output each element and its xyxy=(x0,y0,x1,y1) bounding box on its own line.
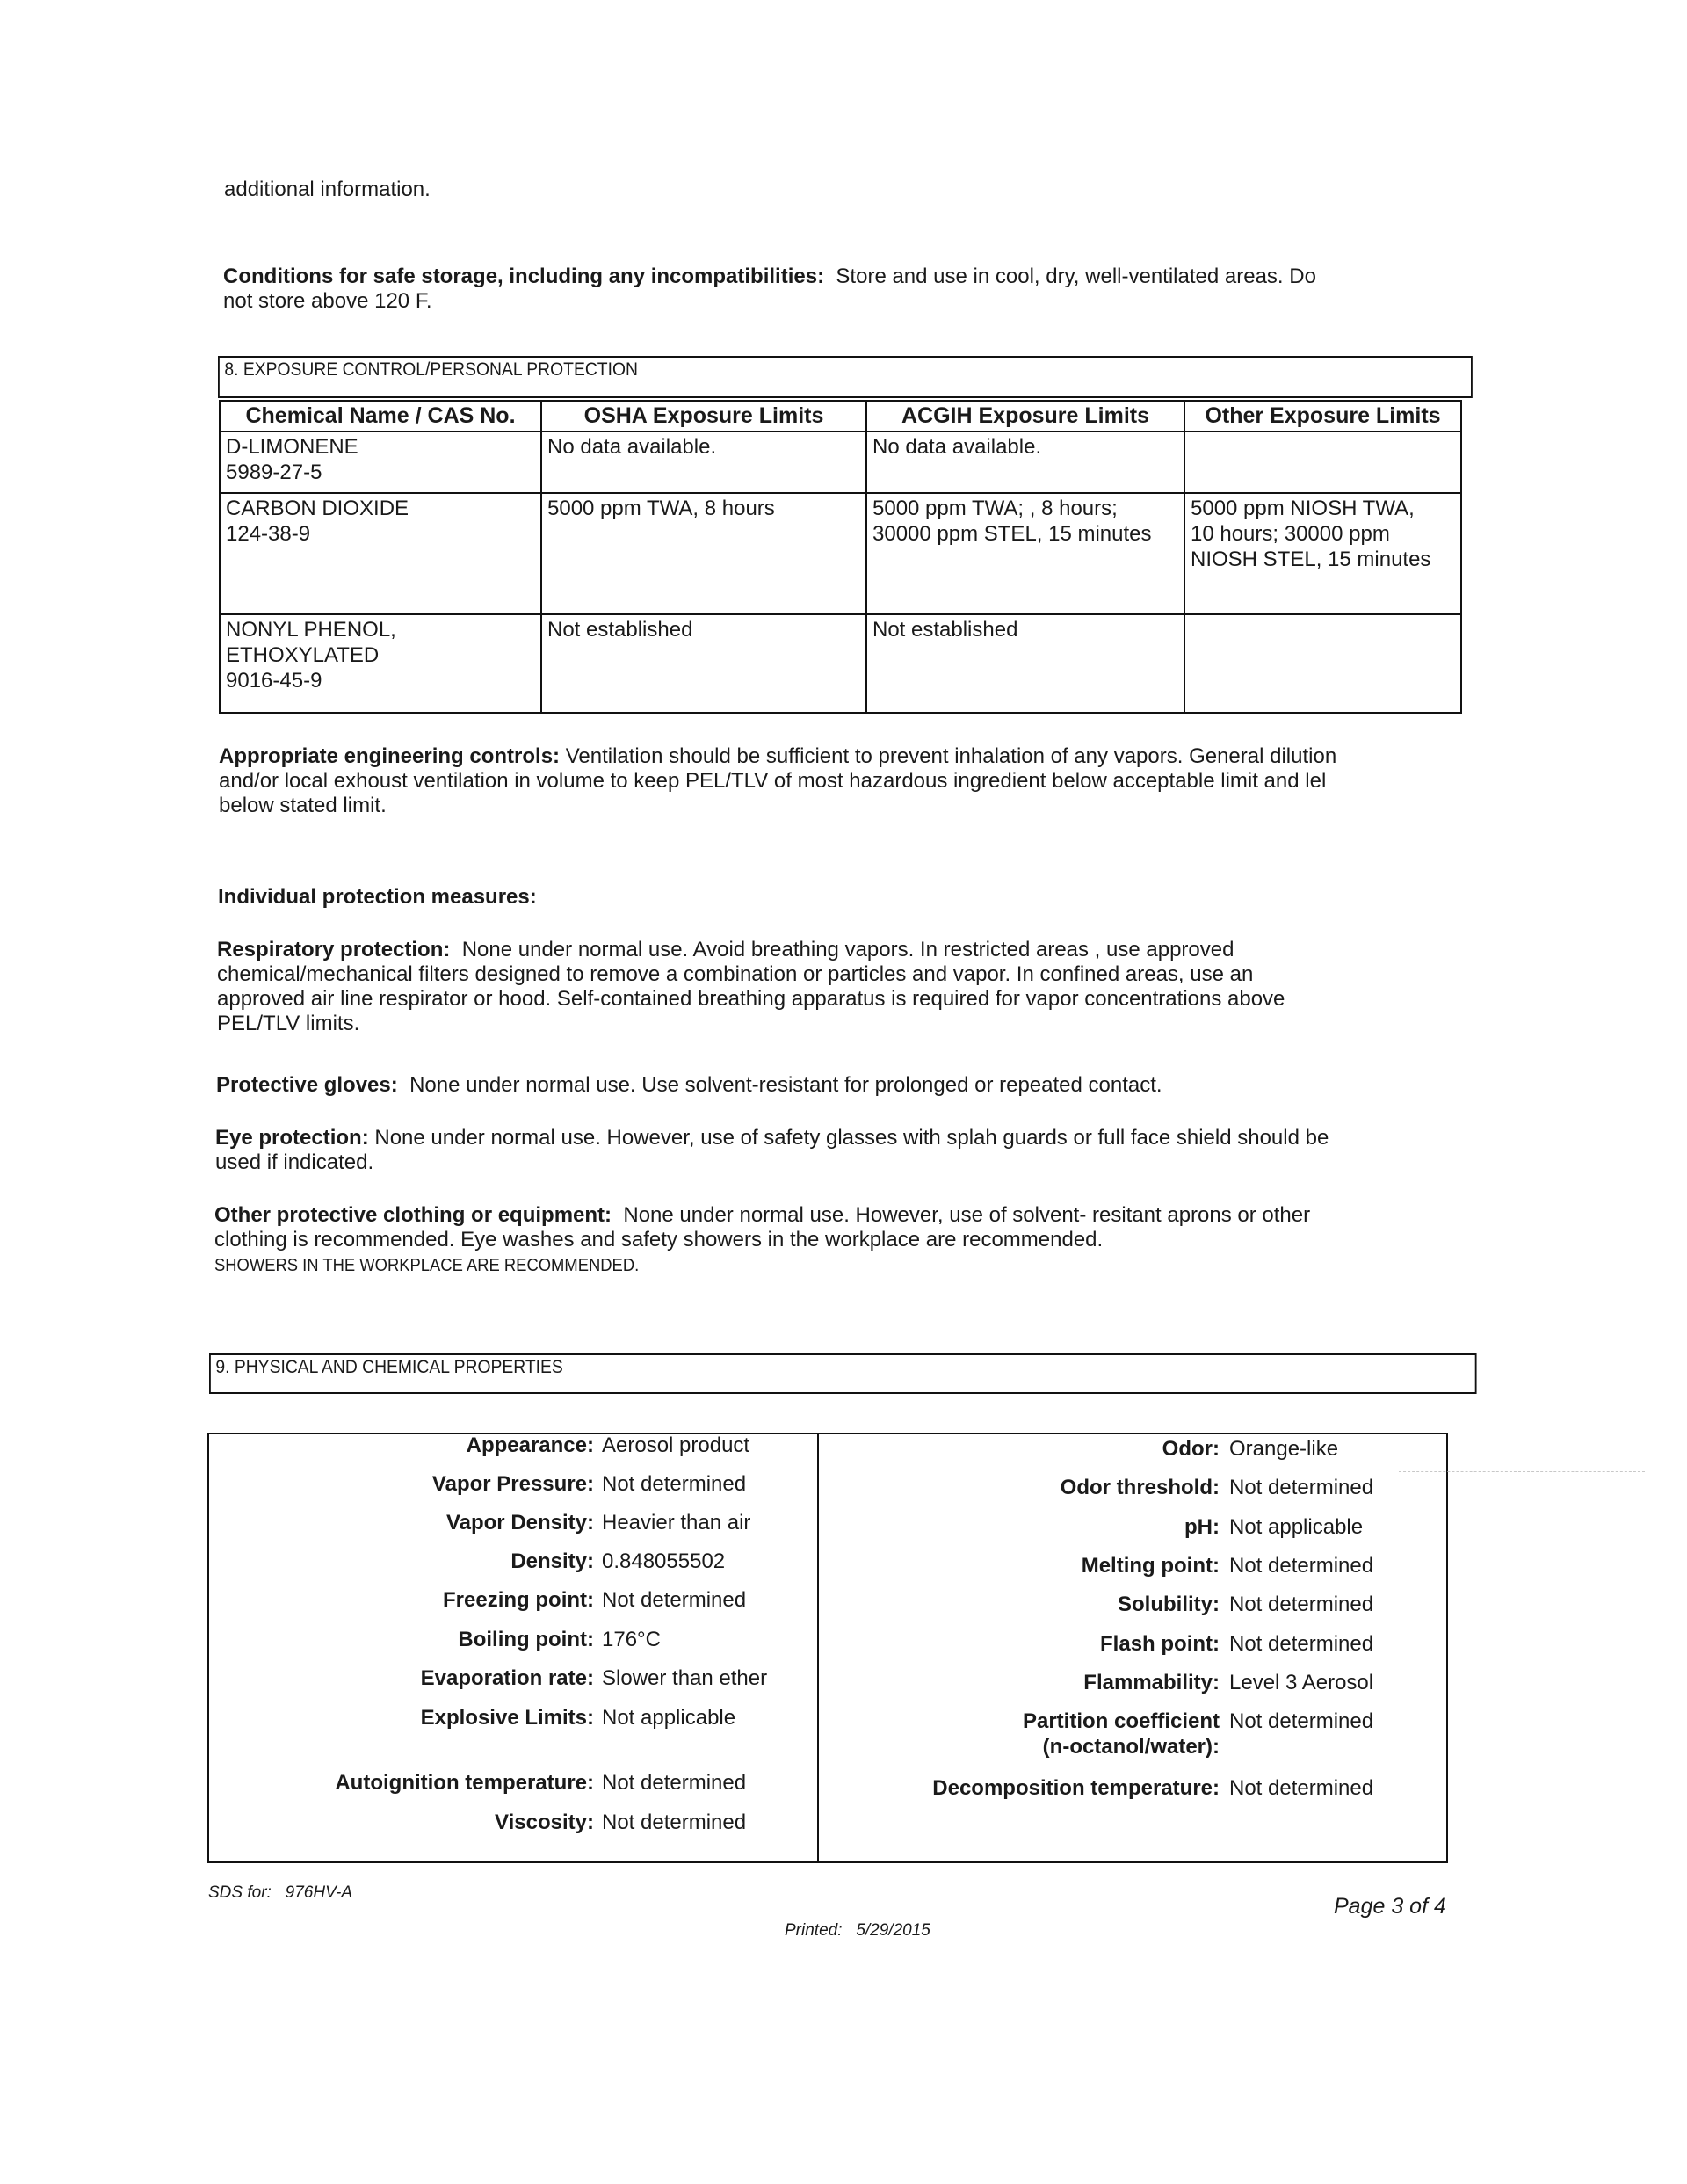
engineering-label: Appropriate engineering controls: xyxy=(219,744,561,768)
right-value: Not determined xyxy=(1229,1593,1374,1616)
left-label xyxy=(137,1433,594,1458)
storage-label: Conditions for safe storage, including any incompatibilities: xyxy=(223,265,825,288)
right-value: Orange-like xyxy=(1229,1437,1339,1461)
gloves-label: Protective gloves: xyxy=(216,1073,398,1097)
acgih-value: 30000 ppm STEL, 15 minutes xyxy=(872,522,1152,546)
other-clothing-label: Other protective clothing or equipment: xyxy=(214,1203,612,1227)
right-label-text: Odor: xyxy=(1162,1437,1220,1461)
left-label-text: Viscosity: xyxy=(495,1810,594,1834)
other-protective-clothing xyxy=(214,1202,1310,1229)
osha-value: 5000 ppm TWA, 8 hours xyxy=(547,497,775,520)
eye-line1: None under normal use. However, use of safety glasses with splah guards or full face shield should be xyxy=(374,1126,1329,1150)
right-label-text: Odor threshold: xyxy=(1060,1476,1220,1499)
respiratory-line4: PEL/TLV limits. xyxy=(217,1012,360,1035)
cas-number: 9016-45-9 xyxy=(226,669,322,693)
osha-cell xyxy=(541,432,866,493)
right-label-text: pH: xyxy=(1184,1515,1220,1539)
other-clothing-line2: clothing is recommended. Eye washes and safety showers in the workplace are recommended. xyxy=(214,1228,1104,1252)
chemical-name: ETHOXYLATED xyxy=(226,643,380,667)
right-label-text: (n-octanol/water): xyxy=(1042,1735,1220,1759)
gloves-text: None under normal use. Use solvent-resistant for prolonged or repeated contact. xyxy=(409,1073,1162,1097)
right-label xyxy=(763,1631,1220,1657)
other-clothing-line1: None under normal use. However, use of solvent- resitant aprons or other xyxy=(623,1203,1311,1227)
left-label-text: Vapor Density: xyxy=(445,1511,594,1535)
right-label-text: Solubility: xyxy=(1118,1593,1220,1616)
left-label xyxy=(137,1627,594,1652)
respiratory-line3: approved air line respirator or hood. Self-contained breathing apparatus is required for vapor concentrations above xyxy=(217,987,1285,1011)
exposure-table xyxy=(219,400,1462,714)
page-number: Page 3 of 4 xyxy=(1334,1894,1446,1919)
left-value: 0.848055502 xyxy=(602,1549,726,1573)
left-value: Not determined xyxy=(602,1588,747,1612)
right-label-text: Flash point: xyxy=(1100,1632,1220,1656)
acgih-cell xyxy=(866,493,1184,614)
engineering-line3: below stated limit. xyxy=(219,794,387,817)
left-value: Aerosol product xyxy=(602,1433,750,1457)
chemical-cell xyxy=(220,614,541,713)
left-value: Slower than ether xyxy=(602,1666,768,1690)
sds-for-label: SDS for: xyxy=(208,1883,272,1902)
left-value: Not determined xyxy=(602,1472,747,1496)
individual-protection-heading: Individual protection measures: xyxy=(218,885,537,909)
left-label-text: Vapor Pressure: xyxy=(431,1472,594,1496)
left-label-text: Boiling point: xyxy=(458,1628,594,1651)
right-label xyxy=(763,1553,1220,1578)
left-label xyxy=(137,1510,594,1535)
other-clothing-line3: SHOWERS IN THE WORKPLACE ARE RECOMMENDED. xyxy=(214,1256,640,1275)
chemical-cell xyxy=(220,432,541,493)
right-value: Not determined xyxy=(1229,1632,1374,1656)
cas-number: 5989-27-5 xyxy=(226,461,322,484)
respiratory-label: Respiratory protection: xyxy=(217,938,451,961)
osha-cell xyxy=(541,493,866,614)
respiratory-line1: None under normal use. Avoid breathing vapors. In restricted areas , use approved xyxy=(461,938,1234,961)
col-osha-limits: OSHA Exposure Limits xyxy=(541,401,866,432)
right-value: Not determined xyxy=(1229,1709,1374,1733)
other-value: 10 hours; 30000 ppm xyxy=(1191,522,1390,546)
right-value: Not determined xyxy=(1229,1476,1374,1499)
other-cell xyxy=(1184,614,1461,713)
left-value: Not determined xyxy=(602,1771,747,1795)
right-label xyxy=(763,1709,1220,1760)
left-value: Heavier than air xyxy=(602,1511,751,1535)
left-label xyxy=(137,1471,594,1497)
left-label-text: Appearance: xyxy=(466,1433,594,1457)
left-label-text: Freezing point: xyxy=(443,1588,594,1612)
respiratory-line2: chemical/mechanical filters designed to remove a combination or particles and vapor. In confined areas, use an xyxy=(217,962,1254,986)
right-label xyxy=(763,1592,1220,1617)
section8-header-title: 8. EXPOSURE CONTROL/PERSONAL PROTECTION xyxy=(224,359,638,380)
left-value: Not applicable xyxy=(602,1706,736,1730)
engineering-line1: Ventilation should be sufficient to prevent inhalation of any vapors. General dilution xyxy=(565,744,1337,768)
right-label xyxy=(763,1436,1220,1462)
sds-for-value: 976HV-A xyxy=(285,1883,353,1902)
right-label xyxy=(763,1670,1220,1695)
intro-text: additional information. xyxy=(224,178,431,201)
table-row xyxy=(220,493,1461,614)
scan-artifact-line xyxy=(1399,1471,1645,1472)
left-label xyxy=(137,1770,594,1796)
left-label xyxy=(137,1587,594,1613)
left-label-text: Autoignition temperature: xyxy=(335,1771,594,1795)
eye-label: Eye protection: xyxy=(215,1126,369,1150)
table-row xyxy=(220,432,1461,493)
left-label-text: Explosive Limits: xyxy=(420,1706,594,1730)
right-value: Level 3 Aerosol xyxy=(1229,1671,1374,1694)
left-label xyxy=(137,1665,594,1691)
col-chemical-name: Chemical Name / CAS No. xyxy=(220,401,541,432)
right-label-text: Partition coefficient xyxy=(1022,1709,1220,1733)
chemical-name: NONYL PHENOL, xyxy=(226,618,396,642)
engineering-line2: and/or local exhoust ventilation in volume to keep PEL/TLV of most hazardous ingredient below acceptable limit and lel xyxy=(219,769,1327,793)
osha-value: No data available. xyxy=(547,435,717,459)
section9-header-title: 9. PHYSICAL AND CHEMICAL PROPERTIES xyxy=(215,1357,563,1377)
right-label-text: Melting point: xyxy=(1081,1554,1220,1578)
chemical-name: D-LIMONENE xyxy=(226,435,358,459)
storage-paragraph xyxy=(223,264,1453,290)
acgih-value: 5000 ppm TWA; , 8 hours; xyxy=(872,497,1118,520)
left-label xyxy=(137,1705,594,1731)
acgih-value: No data available. xyxy=(872,435,1042,459)
other-cell xyxy=(1184,493,1461,614)
left-label-text: Evaporation rate: xyxy=(420,1666,594,1690)
col-other-limits: Other Exposure Limits xyxy=(1184,401,1461,432)
eye-protection xyxy=(215,1125,1329,1151)
printed-date xyxy=(785,1921,930,1941)
storage-text-line2: not store above 120 F. xyxy=(223,289,432,313)
col-acgih-limits: ACGIH Exposure Limits xyxy=(866,401,1184,432)
acgih-value: Not established xyxy=(872,618,1018,642)
right-value: Not determined xyxy=(1229,1554,1374,1578)
left-label xyxy=(137,1549,594,1574)
chemical-cell xyxy=(220,493,541,614)
osha-value: Not established xyxy=(547,618,693,642)
section9-header xyxy=(209,1353,1477,1394)
section8-header xyxy=(218,356,1473,398)
printed-label: Printed: xyxy=(785,1921,843,1940)
engineering-controls xyxy=(219,744,1466,770)
right-label-text: Flammability: xyxy=(1083,1671,1220,1694)
acgih-cell xyxy=(866,432,1184,493)
right-value: Not determined xyxy=(1229,1776,1374,1800)
left-label-text: Density: xyxy=(510,1549,594,1573)
respiratory-protection xyxy=(217,937,1234,963)
acgih-cell xyxy=(866,614,1184,713)
sds-for xyxy=(208,1883,352,1903)
left-value: 176°C xyxy=(602,1628,661,1651)
cas-number: 124-38-9 xyxy=(226,522,311,546)
eye-line2: used if indicated. xyxy=(215,1150,374,1174)
chemical-name: CARBON DIOXIDE xyxy=(226,497,409,520)
right-value: Not applicable xyxy=(1229,1515,1364,1539)
other-value: NIOSH STEL, 15 minutes xyxy=(1191,548,1431,571)
left-value: Not determined xyxy=(602,1810,747,1834)
left-label xyxy=(137,1810,594,1835)
osha-cell xyxy=(541,614,866,713)
exposure-table-header-row xyxy=(220,401,1461,432)
printed-value: 5/29/2015 xyxy=(856,1921,930,1940)
right-label xyxy=(763,1514,1220,1540)
other-value: 5000 ppm NIOSH TWA, xyxy=(1191,497,1415,520)
right-label-text: Decomposition temperature: xyxy=(932,1776,1220,1800)
right-label xyxy=(763,1475,1220,1500)
other-cell xyxy=(1184,432,1461,493)
right-label xyxy=(763,1775,1220,1801)
table-row xyxy=(220,614,1461,713)
protective-gloves xyxy=(216,1072,1162,1099)
storage-text-line1: Store and use in cool, dry, well-ventilated areas. Do xyxy=(836,265,1316,288)
